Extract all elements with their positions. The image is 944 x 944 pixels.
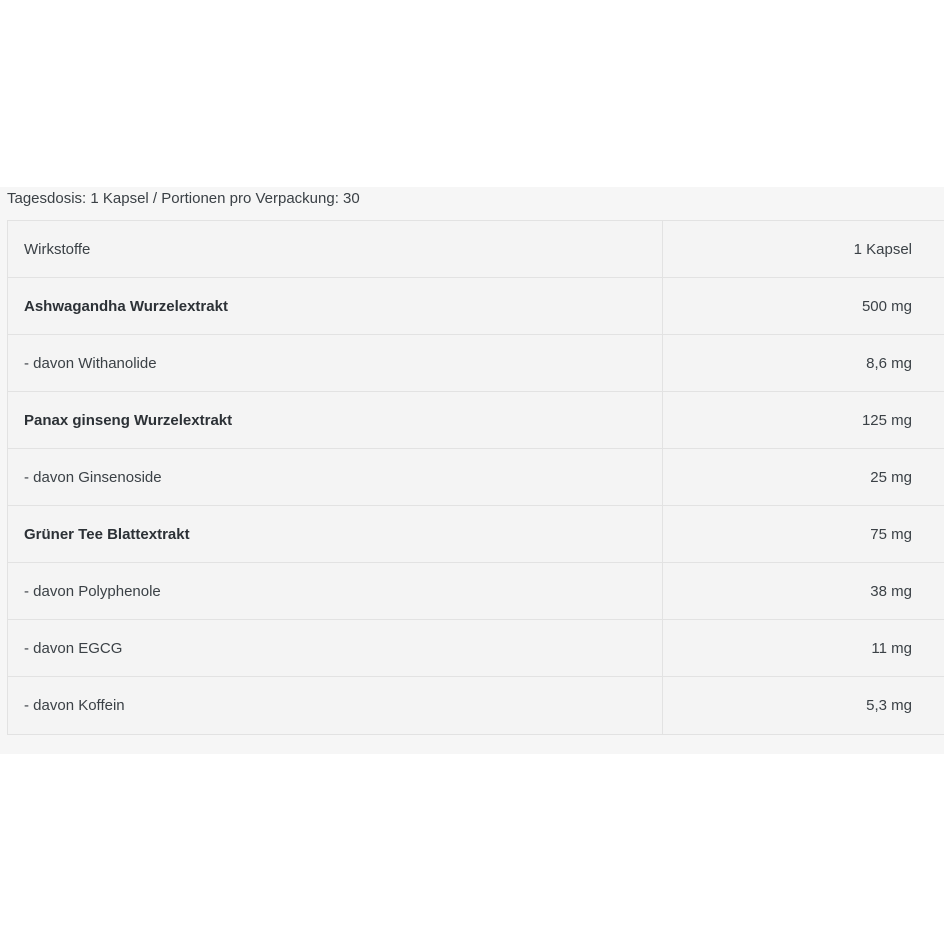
ingredient-name: - davon Withanolide bbox=[8, 335, 663, 391]
ingredient-name: Ashwagandha Wurzelextrakt bbox=[8, 278, 663, 334]
ingredient-amount: 25 mg bbox=[870, 468, 912, 486]
table-row bbox=[8, 278, 944, 335]
table-row bbox=[8, 506, 944, 563]
ingredient-amount: 125 mg bbox=[861, 411, 912, 429]
table-row bbox=[8, 392, 944, 449]
header-ingredients: Wirkstoffe bbox=[8, 221, 663, 277]
dosage-info: Tagesdosis: 1 Kapsel / Portionen pro Verpackung: 30 bbox=[7, 190, 360, 207]
ingredient-name: - davon Koffein bbox=[8, 677, 663, 734]
ingredient-amount: 38 mg bbox=[870, 582, 912, 600]
ingredient-name: - davon Polyphenole bbox=[8, 563, 663, 619]
table-row bbox=[8, 335, 944, 392]
table-row bbox=[8, 620, 944, 677]
ingredient-name: Grüner Tee Blattextrakt bbox=[8, 506, 663, 562]
ingredient-amount: 11 mg bbox=[871, 639, 912, 657]
table-header-row bbox=[8, 221, 944, 278]
table-row bbox=[8, 449, 944, 506]
ingredient-amount: 75 mg bbox=[870, 525, 912, 543]
ingredient-name: Panax ginseng Wurzelextrakt bbox=[8, 392, 663, 448]
ingredients-table bbox=[7, 220, 944, 735]
table-row bbox=[8, 677, 944, 735]
ingredient-amount: 8,6 mg bbox=[866, 354, 912, 372]
ingredient-amount: 500 mg bbox=[861, 297, 912, 315]
ingredient-amount: 5,3 mg bbox=[866, 697, 912, 714]
header-per-capsule: 1 Kapsel bbox=[853, 240, 912, 258]
ingredient-name: - davon EGCG bbox=[8, 620, 663, 676]
table-row bbox=[8, 563, 944, 620]
ingredient-name: - davon Ginsenoside bbox=[8, 449, 663, 505]
